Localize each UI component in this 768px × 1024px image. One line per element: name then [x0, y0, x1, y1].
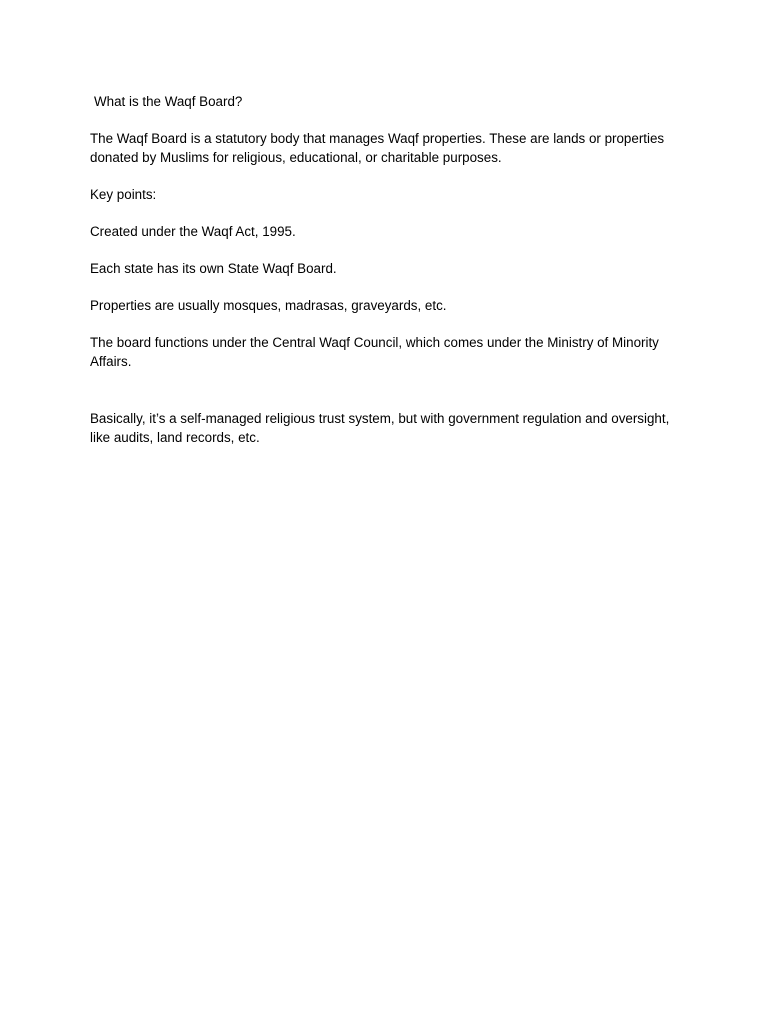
key-point-item: Each state has its own State Waqf Board.	[90, 261, 337, 276]
key-point-item: The board functions under the Central Waqf Council, which comes under the Ministry of Minority Affairs.	[90, 335, 659, 369]
key-points-heading: Key points:	[90, 187, 157, 202]
document-body	[90, 92, 690, 465]
document-title: What is the Waqf Board?	[94, 94, 243, 109]
key-point-item: Properties are usually mosques, madrasas, graveyards, etc.	[90, 298, 447, 313]
intro-paragraph: The Waqf Board is a statutory body that manages Waqf properties. These are lands or properties donated by Muslims for religious, educational, or charitable purposes.	[90, 131, 665, 165]
key-point-item: Created under the Waqf Act, 1995.	[90, 224, 296, 239]
summary-paragraph: Basically, it’s a self-managed religious trust system, but with government regulation and oversight, like audits, land records, etc.	[90, 411, 670, 445]
